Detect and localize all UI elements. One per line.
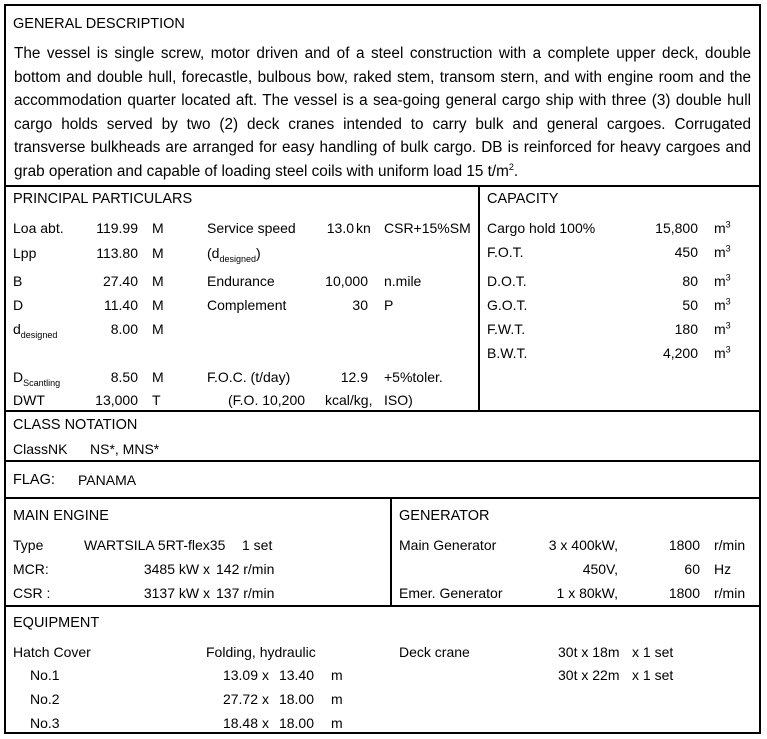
rule-principal bbox=[6, 410, 759, 412]
foc-tolerance: +5%toler. bbox=[384, 369, 443, 385]
mcr-power: 3485 kW x bbox=[143, 561, 210, 577]
d-scantling-unit: M bbox=[152, 369, 164, 385]
hatch-unit: m bbox=[331, 667, 343, 683]
d-value: 11.40 bbox=[104, 297, 138, 313]
csr-label: CSR : bbox=[13, 585, 51, 601]
engine-type-qty: 1 set bbox=[242, 537, 273, 553]
hatch-no: No.2 bbox=[30, 691, 60, 707]
capacity-value: 4,200 bbox=[662, 345, 698, 361]
rule-class bbox=[6, 460, 759, 462]
d-label: D bbox=[13, 297, 24, 313]
engine-type-label: Type bbox=[13, 537, 44, 553]
hatch-width: 18.00 bbox=[278, 715, 314, 731]
csr-rpm: 137 r/min bbox=[216, 585, 275, 601]
endurance-value: 10,000 bbox=[325, 273, 368, 289]
capacity-value: 15,800 bbox=[655, 220, 698, 236]
complement-label: Complement bbox=[207, 297, 287, 313]
hatch-width: 18.00 bbox=[278, 691, 314, 707]
hatch-width: 13.40 bbox=[278, 667, 314, 683]
speed-unit: kn bbox=[356, 220, 371, 236]
main-generator-speed: 1800 bbox=[668, 537, 700, 553]
capacity-value: 180 bbox=[674, 321, 698, 337]
rule-engine bbox=[6, 605, 759, 607]
speed-margin: CSR+15%SM bbox=[384, 220, 471, 236]
d-scantling-value: 8.50 bbox=[110, 369, 138, 385]
foc-label: F.O.C. (t/day) bbox=[207, 369, 291, 385]
capacity-unit: $m^3$ bbox=[714, 320, 731, 337]
hatch-x: x bbox=[262, 691, 269, 707]
capacity-unit: $m^3$ bbox=[714, 243, 731, 260]
dwt-unit: T bbox=[152, 392, 161, 408]
deck-crane-qty: x 1 set bbox=[632, 644, 674, 660]
capacity-heading: CAPACITY bbox=[487, 191, 559, 207]
speed-label: Service speed bbox=[207, 220, 296, 236]
d-scantling-label: $D_{Scantling}$ bbox=[13, 369, 61, 388]
dwt-value: 13,000 bbox=[95, 392, 138, 408]
main-engine-heading: MAIN ENGINE bbox=[13, 508, 109, 524]
d-designed-label: $d_{designed}$ bbox=[13, 321, 58, 340]
capacity-unit: $m^3$ bbox=[714, 272, 731, 289]
speed-condition: $(d_{designed})$ bbox=[207, 245, 261, 264]
emergency-generator-qty: 1 x 80kW, bbox=[556, 585, 618, 601]
complement-value: 30 bbox=[352, 297, 368, 313]
hatch-cover-type: Folding, hydraulic bbox=[206, 644, 316, 660]
deck-crane-spec: 30t x 18m bbox=[558, 644, 620, 660]
d-unit: M bbox=[152, 297, 164, 313]
hatch-length: 18.48 bbox=[222, 715, 258, 731]
hatch-x: x bbox=[262, 667, 269, 683]
emergency-generator-label: Emer. Generator bbox=[399, 585, 503, 601]
capacity-unit: $m^3$ bbox=[714, 344, 731, 361]
speed-value: 13.0 bbox=[326, 220, 354, 236]
main-generator-label: Main Generator bbox=[399, 537, 497, 553]
deck-crane-spec: 30t x 22m bbox=[558, 667, 620, 683]
capacity-unit: $m^3$ bbox=[714, 219, 731, 236]
b-label: B bbox=[13, 273, 23, 289]
foc-condition-standard: ISO) bbox=[384, 392, 413, 408]
emergency-generator-unit: r/min bbox=[714, 585, 746, 601]
lpp-unit: M bbox=[152, 245, 164, 261]
general-heading: GENERAL DESCRIPTION bbox=[13, 16, 185, 32]
capacity-value: 80 bbox=[682, 273, 698, 289]
csr-power: 3137 kW x bbox=[143, 585, 210, 601]
class-heading: CLASS NOTATION bbox=[13, 417, 138, 433]
general-description: The vessel is single screw, motor driven and of a steel construction with a complete upper deck, double bottom and double hull, forecastle, bulbous bow, raked stem, transom stern, and with engine room and the accommodation quarter located aft. The vessel is a sea-going general cargo ship with three (3) double hull cargo holds served by two (2) deck cranes intended to carry bulk and general cargoes. Corrugated transverse bulkheads are arranged for easy handling of bulk cargo. DB is reinforced for heavy cargoes and grab operation and capable of loading steel coils with uniform load 15 $t/m^2$. bbox=[14, 45, 751, 180]
d-designed-value: 8.00 bbox=[110, 321, 138, 337]
capacity-label: Cargo hold 100% bbox=[487, 220, 596, 236]
generator-frequency: 60 bbox=[684, 561, 700, 577]
endurance-unit: n.mile bbox=[384, 273, 422, 289]
capacity-label: B.W.T. bbox=[487, 345, 528, 361]
generator-heading: GENERATOR bbox=[399, 508, 490, 524]
mcr-rpm: 142 r/min bbox=[216, 561, 275, 577]
mcr-label: MCR: bbox=[13, 561, 49, 577]
equipment-heading: EQUIPMENT bbox=[13, 615, 100, 631]
hatch-unit: m bbox=[331, 715, 343, 731]
rule-capacity-divider bbox=[478, 187, 480, 410]
deck-crane-label: Deck crane bbox=[399, 644, 470, 660]
main-generator-qty: 3 x 400kW, bbox=[548, 537, 618, 553]
hatch-length: 13.09 bbox=[222, 667, 258, 683]
hatch-x: x bbox=[262, 715, 269, 731]
hatch-cover-label: Hatch Cover bbox=[13, 644, 91, 660]
loa-unit: M bbox=[152, 220, 164, 236]
generator-frequency-unit: Hz bbox=[714, 561, 732, 577]
main-generator-unit: r/min bbox=[714, 537, 746, 553]
flag-value: PANAMA bbox=[78, 472, 137, 488]
class-society: ClassNK bbox=[13, 441, 68, 457]
hatch-unit: m bbox=[331, 691, 343, 707]
capacity-label: F.W.T. bbox=[487, 321, 526, 337]
foc-value: 12.9 bbox=[340, 369, 368, 385]
b-value: 27.40 bbox=[102, 273, 138, 289]
spec-sheet bbox=[4, 4, 761, 734]
capacity-value: 450 bbox=[674, 244, 698, 260]
capacity-label: G.O.T. bbox=[487, 297, 528, 313]
capacity-value: 50 bbox=[682, 297, 698, 313]
capacity-label: F.O.T. bbox=[487, 244, 524, 260]
hatch-no: No.1 bbox=[30, 667, 60, 683]
class-notation-value: NS*, MNS* bbox=[90, 441, 160, 457]
hatch-no: No.3 bbox=[30, 715, 60, 731]
complement-unit: P bbox=[384, 297, 394, 313]
foc-condition-label: (F.O. 10,200 bbox=[228, 392, 306, 408]
b-unit: M bbox=[152, 273, 164, 289]
emergency-generator-speed: 1800 bbox=[668, 585, 700, 601]
lpp-label: Lpp bbox=[13, 245, 37, 261]
generator-voltage: 450V, bbox=[582, 561, 618, 577]
foc-condition-unit: kcal/kg, bbox=[325, 392, 373, 408]
dwt-label: DWT bbox=[13, 392, 45, 408]
lpp-value: 113.80 bbox=[96, 245, 138, 261]
loa-value: 119.99 bbox=[96, 220, 138, 236]
rule-flag bbox=[6, 497, 759, 499]
rule-generator-divider bbox=[390, 499, 392, 605]
flag-label: FLAG: bbox=[13, 472, 55, 488]
hatch-length: 27.72 bbox=[222, 691, 258, 707]
deck-crane-qty: x 1 set bbox=[632, 667, 674, 683]
engine-type-value: WARTSILA 5RT-flex35 bbox=[84, 537, 226, 553]
capacity-unit: $m^3$ bbox=[714, 296, 731, 313]
capacity-label: D.O.T. bbox=[487, 273, 527, 289]
principal-heading: PRINCIPAL PARTICULARS bbox=[13, 191, 193, 207]
rule-general bbox=[6, 185, 759, 187]
loa-label: Loa abt. bbox=[13, 220, 64, 236]
d-designed-unit: M bbox=[152, 321, 164, 337]
endurance-label: Endurance bbox=[207, 273, 275, 289]
